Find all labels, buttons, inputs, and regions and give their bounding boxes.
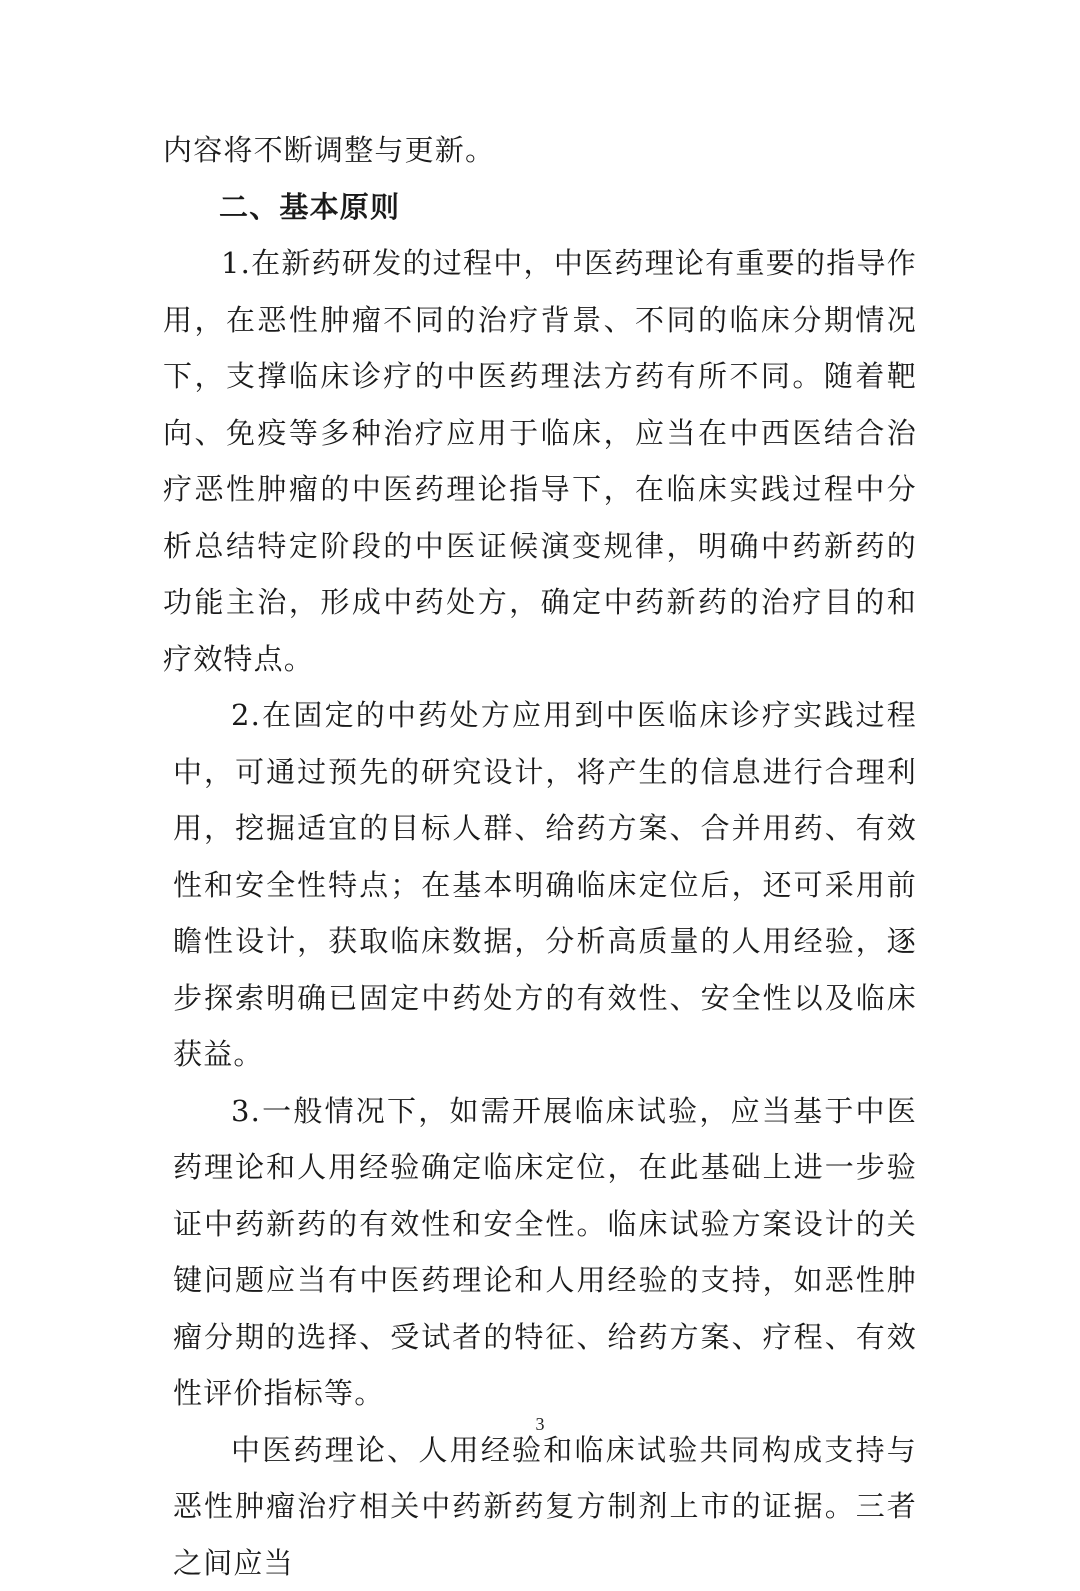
paragraph-principle-3: 3.一般情况下，如需开展临床试验，应当基于中医药理论和人用经验确定临床定位，在此基础上进一步验证中药新药的有效性和安全性。临床试验方案设计的关键问题应当有中医药理论和人用经验的支持，如恶性肿瘤分期的选择、受试者的特征、给药方案、疗程、有效性评价指标等。 <box>163 1083 917 1422</box>
body-text <box>163 122 917 1591</box>
paragraph-summary: 中医药理论、人用经验和临床试验共同构成支持与恶性肿瘤治疗相关中药新药复方制剂上市的证据。三者之间应当 <box>163 1422 917 1591</box>
paragraph-principle-1: 1.在新药研发的过程中，中医药理论有重要的指导作用，在恶性肿瘤不同的治疗背景、不同的临床分期情况下，支撑临床诊疗的中医药理法方药有所不同。随着靶向、免疫等多种治疗应用于临床，应当在中西医结合治疗恶性肿瘤的中医药理论指导下，在临床实践过程中分析总结特定阶段的中医证候演变规律，明确中药新药的功能主治，形成中药处方，确定中药新药的治疗目的和疗效特点。 <box>163 235 917 687</box>
section-heading: 二、基本原则 <box>163 179 917 236</box>
continuation-line: 内容将不断调整与更新。 <box>163 122 917 179</box>
paragraph-principle-2: 2.在固定的中药处方应用到中医临床诊疗实践过程中，可通过预先的研究设计，将产生的信息进行合理利用，挖掘适宜的目标人群、给药方案、合并用药、有效性和安全性特点；在基本明确临床定位后，还可采用前瞻性设计，获取临床数据，分析高质量的人用经验，逐步探索明确已固定中药处方的有效性、安全性以及临床获益。 <box>163 687 917 1083</box>
page-number: 3 <box>0 1414 1080 1435</box>
